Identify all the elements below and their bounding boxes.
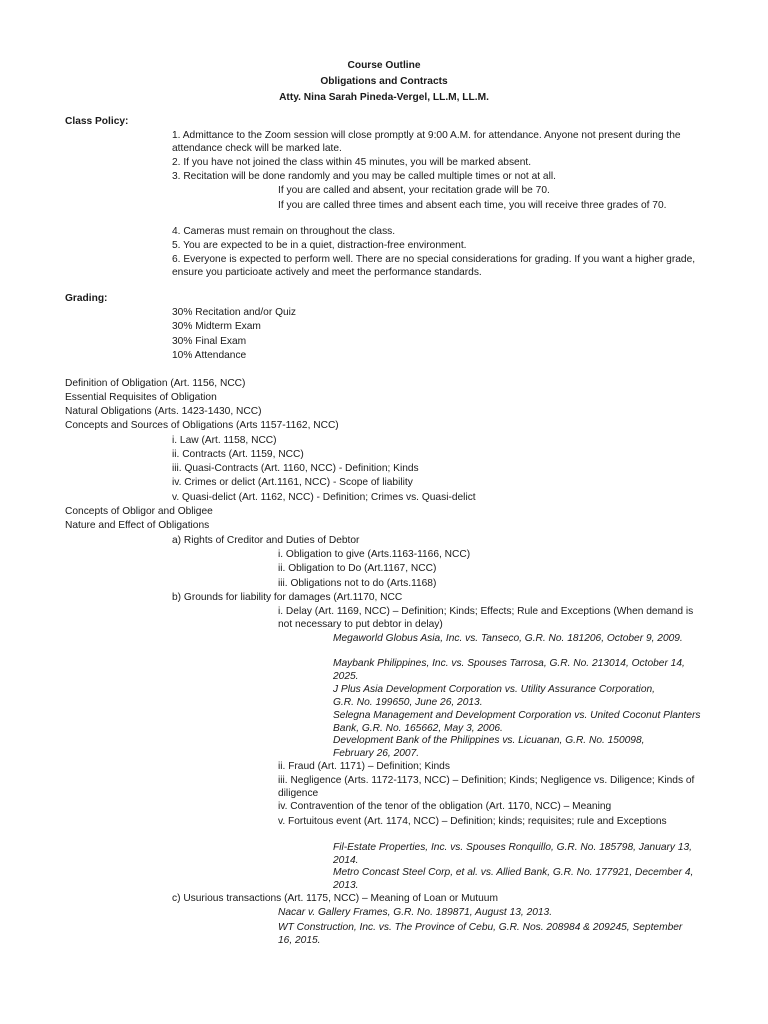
outline-topic: Natural Obligations (Arts. 1423-1430, NCC) xyxy=(65,406,262,417)
policy-item: 2. If you have not joined the class within 45 minutes, you will be marked absent. xyxy=(172,157,532,168)
outline-subtopic: iii. Quasi-Contracts (Art. 1160, NCC) - Definition; Kinds xyxy=(172,463,419,474)
case-citation: Metro Concast Steel Corp, et al. vs. Allied Bank, G.R. No. 177921, December 4, 2013. xyxy=(333,867,694,891)
grading-item: 30% Final Exam xyxy=(172,336,247,347)
policy-subitem: If you are called three times and absent each time, you will receive three grades of 70. xyxy=(278,200,667,211)
outline-subsubtopic: iii. Obligations not to do (Arts.1168) xyxy=(278,578,437,589)
outline-topic: Nature and Effect of Obligations xyxy=(65,520,210,531)
course-title: Course Outline xyxy=(347,60,421,71)
policy-item: 5. You are expected to be in a quiet, distraction-free environment. xyxy=(172,240,467,251)
outline-subsubtopic: i. Obligation to give (Arts.1163-1166, NCC) xyxy=(278,549,471,560)
outline-topic: Concepts and Sources of Obligations (Arts 1157-1162, NCC) xyxy=(65,420,339,431)
policy-item: 1. Admittance to the Zoom session will close promptly at 9:00 A.M. for attendance. Anyone not present during the attendance check will be marked late. xyxy=(172,130,681,154)
case-citation: Fil-Estate Properties, Inc. vs. Spouses Ronquillo, G.R. No. 185798, January 13, 2014. xyxy=(333,842,693,866)
case-citation: Development Bank of the Philippines vs. Licuanan, G.R. No. 150098, February 26, 2007. xyxy=(333,735,645,759)
outline-subtopic: v. Quasi-delict (Art. 1162, NCC) - Definition; Crimes vs. Quasi-delict xyxy=(172,492,476,503)
case-citation: WT Construction, Inc. vs. The Province of Cebu, G.R. Nos. 208984 & 209245, September 16, 2015. xyxy=(278,922,683,946)
outline-subtopic: b) Grounds for liability for damages (Art.1170, NCC xyxy=(172,592,403,603)
outline-subsubtopic: iv. Contravention of the tenor of the obligation (Art. 1170, NCC) – Meaning xyxy=(278,801,612,812)
outline-subsubtopic: i. Delay (Art. 1169, NCC) – Definition; Kinds; Effects; Rule and Exceptions (When demand is not necessary to put debtor in delay) xyxy=(278,606,694,630)
outline-subsubtopic: v. Fortuitous event (Art. 1174, NCC) – Definition; kinds; requisites; rule and Exceptions xyxy=(278,816,667,827)
outline-topic: Concepts of Obligor and Obligee xyxy=(65,506,213,517)
case-citation: Selegna Management and Development Corporation vs. United Coconut Planters Bank, G.R. No. 165662, May 3, 2006. xyxy=(333,710,701,734)
outline-topic: Definition of Obligation (Art. 1156, NCC) xyxy=(65,378,246,389)
policy-item: 6. Everyone is expected to perform well. There are no special considerations for grading. If you want a higher grade, ensure you particioate actively and meet the performance standards. xyxy=(172,254,696,278)
grading-item: 30% Midterm Exam xyxy=(172,321,261,332)
outline-subsubtopic: ii. Obligation to Do (Art.1167, NCC) xyxy=(278,563,437,574)
class-policy-label: Class Policy: xyxy=(65,116,129,127)
course-instructor: Atty. Nina Sarah Pineda-Vergel, LL.M, LL.M. xyxy=(279,92,489,103)
policy-subitem: If you are called and absent, your recitation grade will be 70. xyxy=(278,185,550,196)
outline-topic: Essential Requisites of Obligation xyxy=(65,392,217,403)
outline-subsubtopic: iii. Negligence (Arts. 1172-1173, NCC) – Definition; Kinds; Negligence vs. Diligence; Kinds of diligence xyxy=(278,775,695,799)
policy-item: 3. Recitation will be done randomly and you may be called multiple times or not at all. xyxy=(172,171,556,182)
outline-subtopic: ii. Contracts (Art. 1159, NCC) xyxy=(172,449,304,460)
policy-item: 4. Cameras must remain on throughout the class. xyxy=(172,226,396,237)
outline-subsubtopic: ii. Fraud (Art. 1171) – Definition; Kinds xyxy=(278,761,450,772)
outline-subtopic: iv. Crimes or delict (Art.1161, NCC) - Scope of liability xyxy=(172,477,413,488)
grading-label: Grading: xyxy=(65,293,108,304)
outline-subtopic: c) Usurious transactions (Art. 1175, NCC) – Meaning of Loan or Mutuum xyxy=(172,893,498,904)
document-header xyxy=(0,58,768,106)
case-citation: J Plus Asia Development Corporation vs. Utility Assurance Corporation, G.R. No. 199650, June 26, 2013. xyxy=(333,684,655,708)
course-subject: Obligations and Contracts xyxy=(320,76,448,87)
case-citation: Nacar v. Gallery Frames, G.R. No. 189871, August 13, 2013. xyxy=(278,907,553,918)
grading-item: 30% Recitation and/or Quiz xyxy=(172,307,297,318)
case-citation: Maybank Philippines, Inc. vs. Spouses Tarrosa, G.R. No. 213014, October 14, 2025. xyxy=(333,658,685,682)
case-citation: Megaworld Globus Asia, Inc. vs. Tanseco, G.R. No. 181206, October 9, 2009. xyxy=(333,633,683,644)
grading-item: 10% Attendance xyxy=(172,350,247,361)
outline-subtopic: i. Law (Art. 1158, NCC) xyxy=(172,435,277,446)
outline-subtopic: a) Rights of Creditor and Duties of Debtor xyxy=(172,535,360,546)
